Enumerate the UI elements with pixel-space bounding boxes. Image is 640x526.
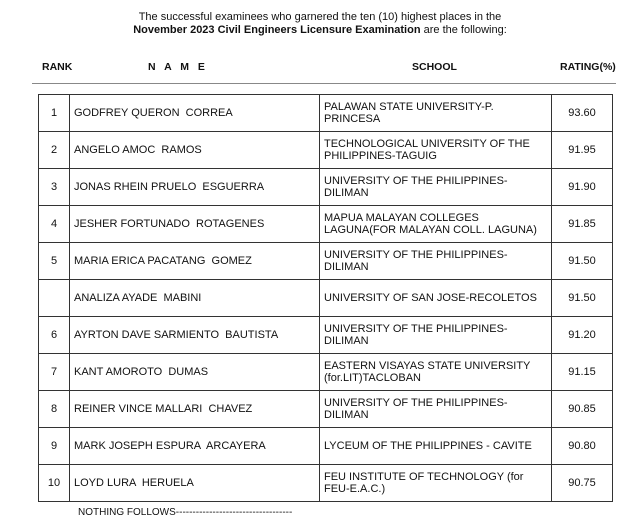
- name-cell: AYRTON DAVE SARMIENTO BAUTISTA: [70, 317, 320, 354]
- rank-cell: 6: [39, 317, 70, 354]
- rating-cell: 90.75: [552, 465, 613, 502]
- results-table: [38, 94, 613, 502]
- table-row: [39, 428, 613, 465]
- rating-cell: 91.50: [552, 243, 613, 280]
- rank-cell: 9: [39, 428, 70, 465]
- header-rating: RATING(%): [560, 61, 616, 73]
- table-row: [39, 206, 613, 243]
- column-headers: [0, 61, 640, 75]
- header-school: SCHOOL: [412, 61, 457, 73]
- school-cell: UNIVERSITY OF THE PHILIPPINES-DILIMAN: [320, 243, 552, 280]
- intro-line-2: [0, 24, 640, 37]
- name-cell: JESHER FORTUNADO ROTAGENES: [70, 206, 320, 243]
- school-cell: EASTERN VISAYAS STATE UNIVERSITY (for.LIT)TACLOBAN: [320, 354, 552, 391]
- name-cell: LOYD LURA HERUELA: [70, 465, 320, 502]
- intro-line-1: The successful examinees who garnered the ten (10) highest places in the: [138, 11, 502, 23]
- name-cell: MARK JOSEPH ESPURA ARCAYERA: [70, 428, 320, 465]
- results-body: [39, 95, 613, 502]
- table-row: [39, 354, 613, 391]
- school-cell: MAPUA MALAYAN COLLEGES LAGUNA(FOR MALAYAN COLL. LAGUNA): [320, 206, 552, 243]
- table-row: [39, 95, 613, 132]
- name-cell: KANT AMOROTO DUMAS: [70, 354, 320, 391]
- rank-cell: 10: [39, 465, 70, 502]
- rank-cell: [39, 280, 70, 317]
- name-cell: ANGELO AMOC RAMOS: [70, 132, 320, 169]
- school-cell: UNIVERSITY OF SAN JOSE-RECOLETOS: [320, 280, 552, 317]
- rating-cell: 90.80: [552, 428, 613, 465]
- rating-cell: 93.60: [552, 95, 613, 132]
- table-row: [39, 132, 613, 169]
- school-cell: TECHNOLOGICAL UNIVERSITY OF THE PHILIPPINES-TAGUIG: [320, 132, 552, 169]
- name-cell: REINER VINCE MALLARI CHAVEZ: [70, 391, 320, 428]
- intro-line-2-rest: are the following:: [420, 23, 507, 36]
- rating-cell: 91.50: [552, 280, 613, 317]
- rating-cell: 91.20: [552, 317, 613, 354]
- table-row: [39, 169, 613, 206]
- table-row: [39, 243, 613, 280]
- header-name: N A M E: [148, 61, 208, 73]
- rating-cell: 91.95: [552, 132, 613, 169]
- name-cell: MARIA ERICA PACATANG GOMEZ: [70, 243, 320, 280]
- school-cell: FEU INSTITUTE OF TECHNOLOGY (for FEU-E.A.C.): [320, 465, 552, 502]
- school-cell: UNIVERSITY OF THE PHILIPPINES-DILIMAN: [320, 169, 552, 206]
- rank-cell: 3: [39, 169, 70, 206]
- rank-cell: 2: [39, 132, 70, 169]
- school-cell: UNIVERSITY OF THE PHILIPPINES-DILIMAN: [320, 391, 552, 428]
- school-cell: LYCEUM OF THE PHILIPPINES - CAVITE: [320, 428, 552, 465]
- rank-cell: 7: [39, 354, 70, 391]
- rating-cell: 90.85: [552, 391, 613, 428]
- header-rule: [32, 83, 616, 84]
- name-cell: ANALIZA AYADE MABINI: [70, 280, 320, 317]
- rank-cell: 4: [39, 206, 70, 243]
- rating-cell: 91.90: [552, 169, 613, 206]
- school-cell: PALAWAN STATE UNIVERSITY-P. PRINCESA: [320, 95, 552, 132]
- table-row: [39, 280, 613, 317]
- table-row: [39, 465, 613, 502]
- exam-title: November 2023 Civil Engineers Licensure Examination: [133, 23, 421, 36]
- rank-cell: 8: [39, 391, 70, 428]
- header-rank: RANK: [42, 61, 73, 73]
- rating-cell: 91.85: [552, 206, 613, 243]
- intro-text: [0, 11, 640, 36]
- table-row: [39, 317, 613, 354]
- rank-cell: 5: [39, 243, 70, 280]
- school-cell: UNIVERSITY OF THE PHILIPPINES-DILIMAN: [320, 317, 552, 354]
- rating-cell: 91.15: [552, 354, 613, 391]
- name-cell: GODFREY QUERON CORREA: [70, 95, 320, 132]
- name-cell: JONAS RHEIN PRUELO ESGUERRA: [70, 169, 320, 206]
- nothing-follows: NOTHING FOLLOWS-----------------------------------: [78, 507, 293, 518]
- table-row: [39, 391, 613, 428]
- rank-cell: 1: [39, 95, 70, 132]
